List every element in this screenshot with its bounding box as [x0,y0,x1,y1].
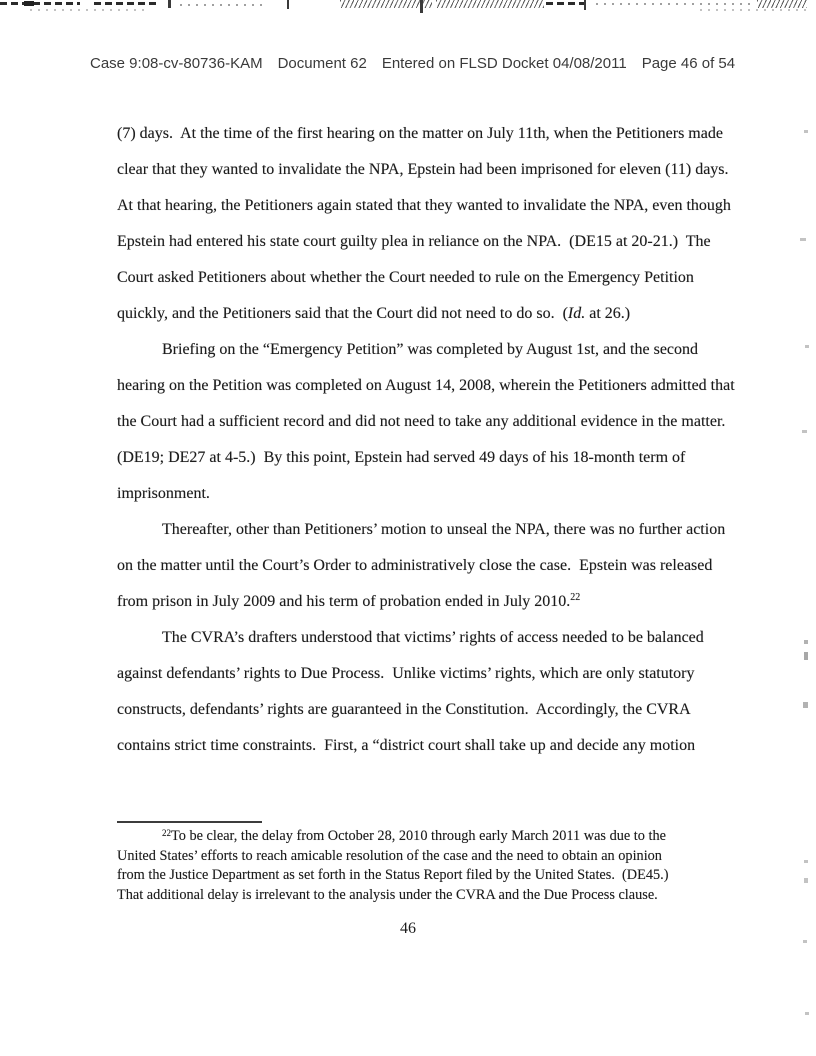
scan-artifact-hatch [340,0,432,8]
body-text-segment: quickly, and the Petitioners said that the Court did not need to do so. ( [117,305,568,322]
scan-speck [804,640,808,644]
body-line: constructs, defendants’ rights are guaranteed in the Constitution. Accordingly, the CVRA [117,701,691,718]
body-line: Court asked Petitioners about whether the Court needed to rule on the Emergency Petition [117,269,694,286]
body-line: contains strict time constraints. First, a “district court shall take up and decide any motion [117,737,696,754]
body-line [117,584,757,620]
scan-speck [805,1012,809,1015]
body-line: Briefing on the “Emergency Petition” was completed by August 1st, and the second [162,341,699,358]
body-line: against defendants’ rights to Due Process. Unlike victims’ rights, which are only statutory [117,665,695,682]
body-line: on the matter until the Court’s Order to administratively close the case. Epstein was released [117,557,713,574]
body-line: Epstein had entered his state court guilty plea in reliance on the NPA. (DE15 at 20-21.) The [117,233,711,250]
scan-artifact-tick [584,0,586,10]
page-number: 46 [400,920,416,937]
footnote-number: 22 [162,828,171,838]
scan-speck [804,130,808,133]
footnote-line: United States’ efforts to reach amicable resolution of the case and the need to obtain an opinion [117,847,662,864]
document-number: Document 62 [277,55,367,72]
scan-artifact-tick [287,0,289,9]
scan-speck [805,345,809,348]
footnote-line: from the Justice Department as set forth in the Status Report filed by the United States. (DE45.) [117,867,669,884]
body-text-segment: from prison in July 2009 and his term of probation ended in July 2010. [117,593,571,610]
scan-artifact-dots [180,4,265,6]
scan-artifact-dots [700,9,810,11]
scan-speck [804,860,808,863]
scan-speck [803,940,807,943]
body-line: clear that they wanted to invalidate the NPA, Epstein had been imprisoned for eleven (11) days. [117,161,729,178]
scan-artifact-hatch [757,0,807,8]
body-line: the Court had a sufficient record and did not need to take any additional evidence in the matter. [117,413,726,430]
footnote [117,827,737,905]
footnote-separator-rule [117,821,262,823]
body-line: (DE19; DE27 at 4-5.) By this point, Epstein had served 49 days of his 18-month term of [117,449,686,466]
body-line [117,296,757,332]
scan-speck [802,430,807,433]
scan-speck [804,878,808,883]
scan-artifact-tick [420,0,423,13]
footnote-line: That additional delay is irrelevant to the analysis under the CVRA and the Due Process clause. [117,886,658,903]
body-line: hearing on the Petition was completed on August 14, 2008, wherein the Petitioners admitted that [117,377,735,394]
scan-speck [804,652,808,660]
scan-artifact-hatch [436,0,544,8]
body-line: Thereafter, other than Petitioners’ motion to unseal the NPA, there was no further action [162,521,726,538]
case-number: Case 9:08-cv-80736-KAM [90,55,263,72]
body-line: At that hearing, the Petitioners again stated that they wanted to invalidate the NPA, even though [117,197,731,214]
scan-artifact-dash [94,2,158,5]
scan-speck [803,702,808,708]
scan-artifact-dots [30,9,150,11]
footnote-line [117,827,737,847]
body-text-segment: at 26.) [585,305,631,322]
case-citation-italic: Id. [567,305,586,322]
scan-artifact-tick [168,0,171,8]
scan-speck [800,238,806,241]
footnote-reference-marker: 22 [570,592,581,603]
docket-entry-date: Entered on FLSD Docket 04/08/2011 [381,55,627,72]
scan-artifact-dash [546,2,588,5]
scan-artifact-blob [24,1,34,6]
footnote-text-segment: To be clear, the delay from October 28, 2010 through early March 2011 was due to the [171,828,666,844]
body-line: The CVRA’s drafters understood that victims’ rights of access needed to be balanced [162,629,704,646]
scan-artifact-dots [596,3,752,5]
page-x-of-y: Page 46 of 54 [641,55,736,72]
document-body [117,116,757,764]
scan-artifact-dash [0,2,80,5]
ecf-stamp-header [90,55,735,72]
body-line: (7) days. At the time of the first hearing on the matter on July 11th, when the Petitioners made [117,125,723,142]
body-line: imprisonment. [117,485,210,502]
